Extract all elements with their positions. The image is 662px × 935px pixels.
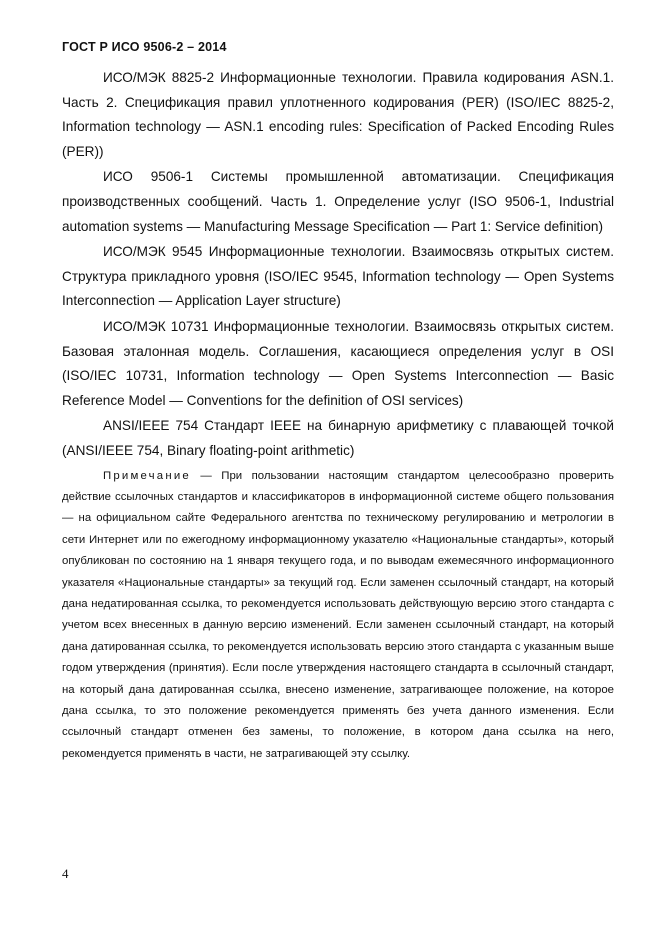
note-text: — При пользовании настоящим стандартом целесообразно проверить действие ссылочных стандартов и классификаторов в информационной системе общего пользования — на официальном сайте Федерального агентства по техническому регулированию и метрологии в сети Интернет или по ежегодному информационному указателю «Национальные стандарты», который опубликован по состоянию на 1 января текущего года, и по выводам ежемесячного информационного указателя «Национальные стандарты» за текущий год. Если заменен ссылочный стандарт, на который дана недатированная ссылка, то рекомендуется использовать действующую версию этого стандарта с учетом всех внесенных в данную версию изменений. Если заменен ссылочный стандарт, на который дана датированная ссылка, то рекомендуется использовать версию этого стандарта с указанным выше годом утверждения (принятия). Если после утверждения настоящего стандарта в ссылочный стандарт, на который дана датированная ссылка, внесено изменение, затрагивающее положение, на которое дана ссылка, то это положение рекомендуется применять без учета данного изменения. Если ссылочный стандарт отменен без замены, то положение, в котором дана ссылка на него, рекомендуется применять в части, не затрагивающей эту ссылку. [62, 469, 614, 760]
normative-references [62, 66, 614, 765]
note-label: Примечание [103, 469, 191, 482]
reference-iso-iec-10731: ИСО/МЭК 10731 Информационные технологии. Взаимосвязь открытых систем. Базовая эталонная модель. Соглашения, касающиеся определения услуг в OSI (ISO/IEC 10731, Information technology — Open Systems Interconnection — Basic Reference Model — Conventions for the definition of OSI services) [62, 318, 614, 408]
reference-iso-iec-8825-2: ИСО/МЭК 8825-2 Информационные технологии. Правила кодирования ASN.1. Часть 2. Спецификация правил уплотненного кодирования (PER) (ISO/IEC 8825-2, Information technology — ASN.1 encoding rules: Specification of Packed Encoding Rules (PER)) [62, 70, 614, 159]
reference-iso-iec-9545: ИСО/МЭК 9545 Информационные технологии. Взаимосвязь открытых систем. Структура прикладного уровня (ISO/IEC 9545, Information technology — Open Systems Interconnection — Application Layer structure) [62, 244, 614, 309]
note-paragraph [62, 466, 614, 766]
reference-ansi-ieee-754: ANSI/IEEE 754 Стандарт IEEE на бинарную арифметику с плавающей точкой (ANSI/IEEE 754, Binary floating-point arithmetic) [62, 418, 614, 458]
document-header: ГОСТ Р ИСО 9506-2 – 2014 [62, 40, 227, 54]
reference-iso-9506-1: ИСО 9506-1 Системы промышленной автоматизации. Спецификация производственных сообщений. Часть 1. Определение услуг (ISO 9506-1, Industrial automation systems — Manufacturing Message Specification — Part 1: Service definition) [62, 169, 614, 234]
page-number: 4 [62, 866, 69, 881]
